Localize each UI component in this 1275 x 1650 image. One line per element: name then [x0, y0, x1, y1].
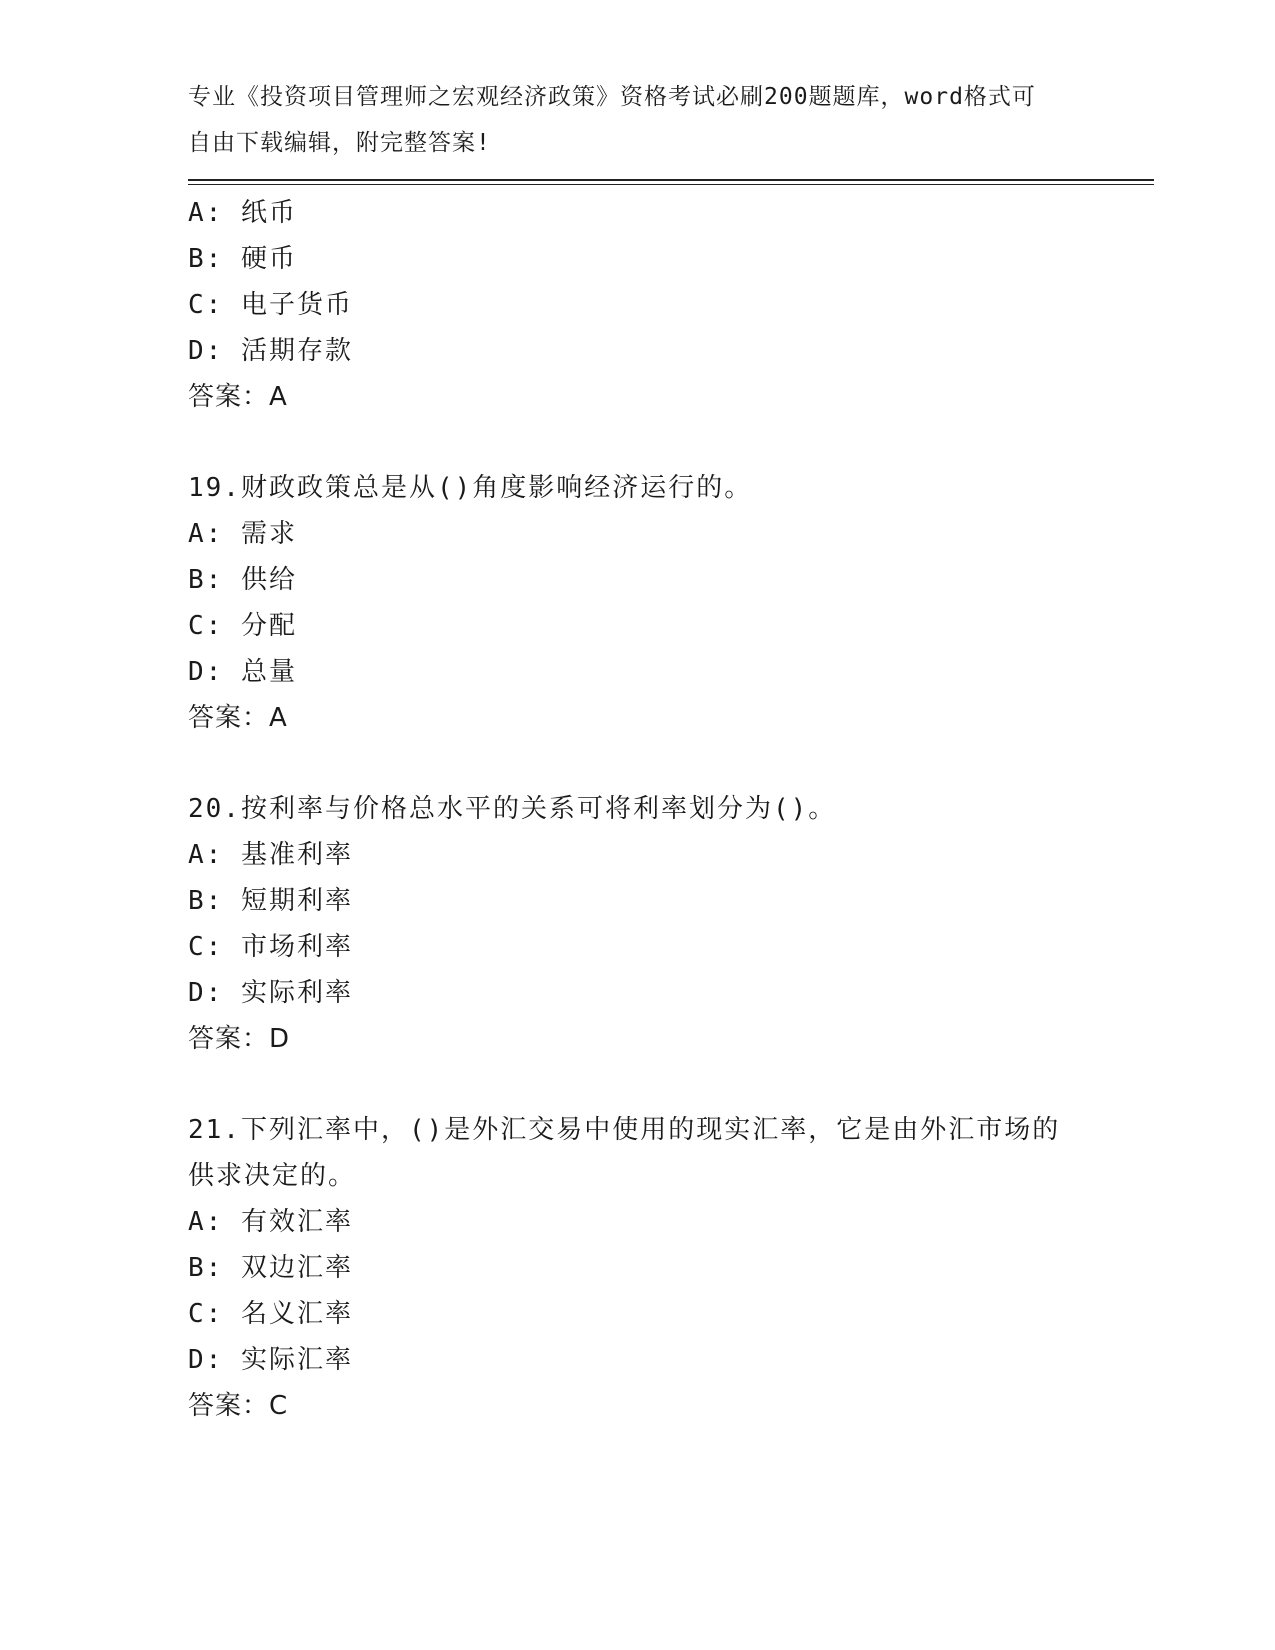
question-18 — [188, 190, 1108, 420]
option-b: B: 双边汇率 — [188, 1253, 353, 1283]
option-c: C: 市场利率 — [188, 932, 353, 962]
question-text-line-2: 供求决定的。 — [188, 1161, 357, 1191]
option-a: A: 需求 — [188, 519, 297, 549]
answer: 答案：C — [188, 1391, 289, 1421]
header-line-2: 自由下载编辑，附完整答案! — [188, 130, 491, 156]
option-b: B: 供给 — [188, 565, 297, 595]
answer: 答案：D — [188, 1024, 291, 1054]
header-line-1: 专业《投资项目管理师之宏观经济政策》资格考试必刷200题题库，word格式可 — [188, 84, 1036, 110]
option-c: C: 名义汇率 — [188, 1299, 353, 1329]
option-c: C: 电子货币 — [188, 290, 353, 320]
option-d: D: 活期存款 — [188, 336, 353, 366]
question-20 — [188, 786, 1108, 1062]
option-d: D: 总量 — [188, 657, 297, 687]
option-d: D: 实际汇率 — [188, 1345, 353, 1375]
option-a: A: 基准利率 — [188, 840, 353, 870]
option-d: D: 实际利率 — [188, 978, 353, 1008]
question-21 — [188, 1107, 1108, 1429]
answer: 答案：A — [188, 703, 288, 733]
option-b: B: 短期利率 — [188, 886, 353, 916]
option-b: B: 硬币 — [188, 244, 297, 274]
question-19 — [188, 465, 1108, 741]
question-text-line-1: 21.下列汇率中，()是外汇交易中使用的现实汇率，它是由外汇市场的 — [188, 1115, 1061, 1145]
option-a: A: 有效汇率 — [188, 1207, 353, 1237]
option-c: C: 分配 — [188, 611, 297, 641]
question-list — [188, 190, 1108, 1429]
header-divider — [188, 179, 1154, 185]
option-a: A: 纸币 — [188, 198, 297, 228]
question-text: 19.财政政策总是从()角度影响经济运行的。 — [188, 473, 753, 503]
document-header — [188, 74, 1068, 166]
answer: 答案：A — [188, 382, 288, 412]
question-text: 20.按利率与价格总水平的关系可将利率划分为()。 — [188, 794, 837, 824]
